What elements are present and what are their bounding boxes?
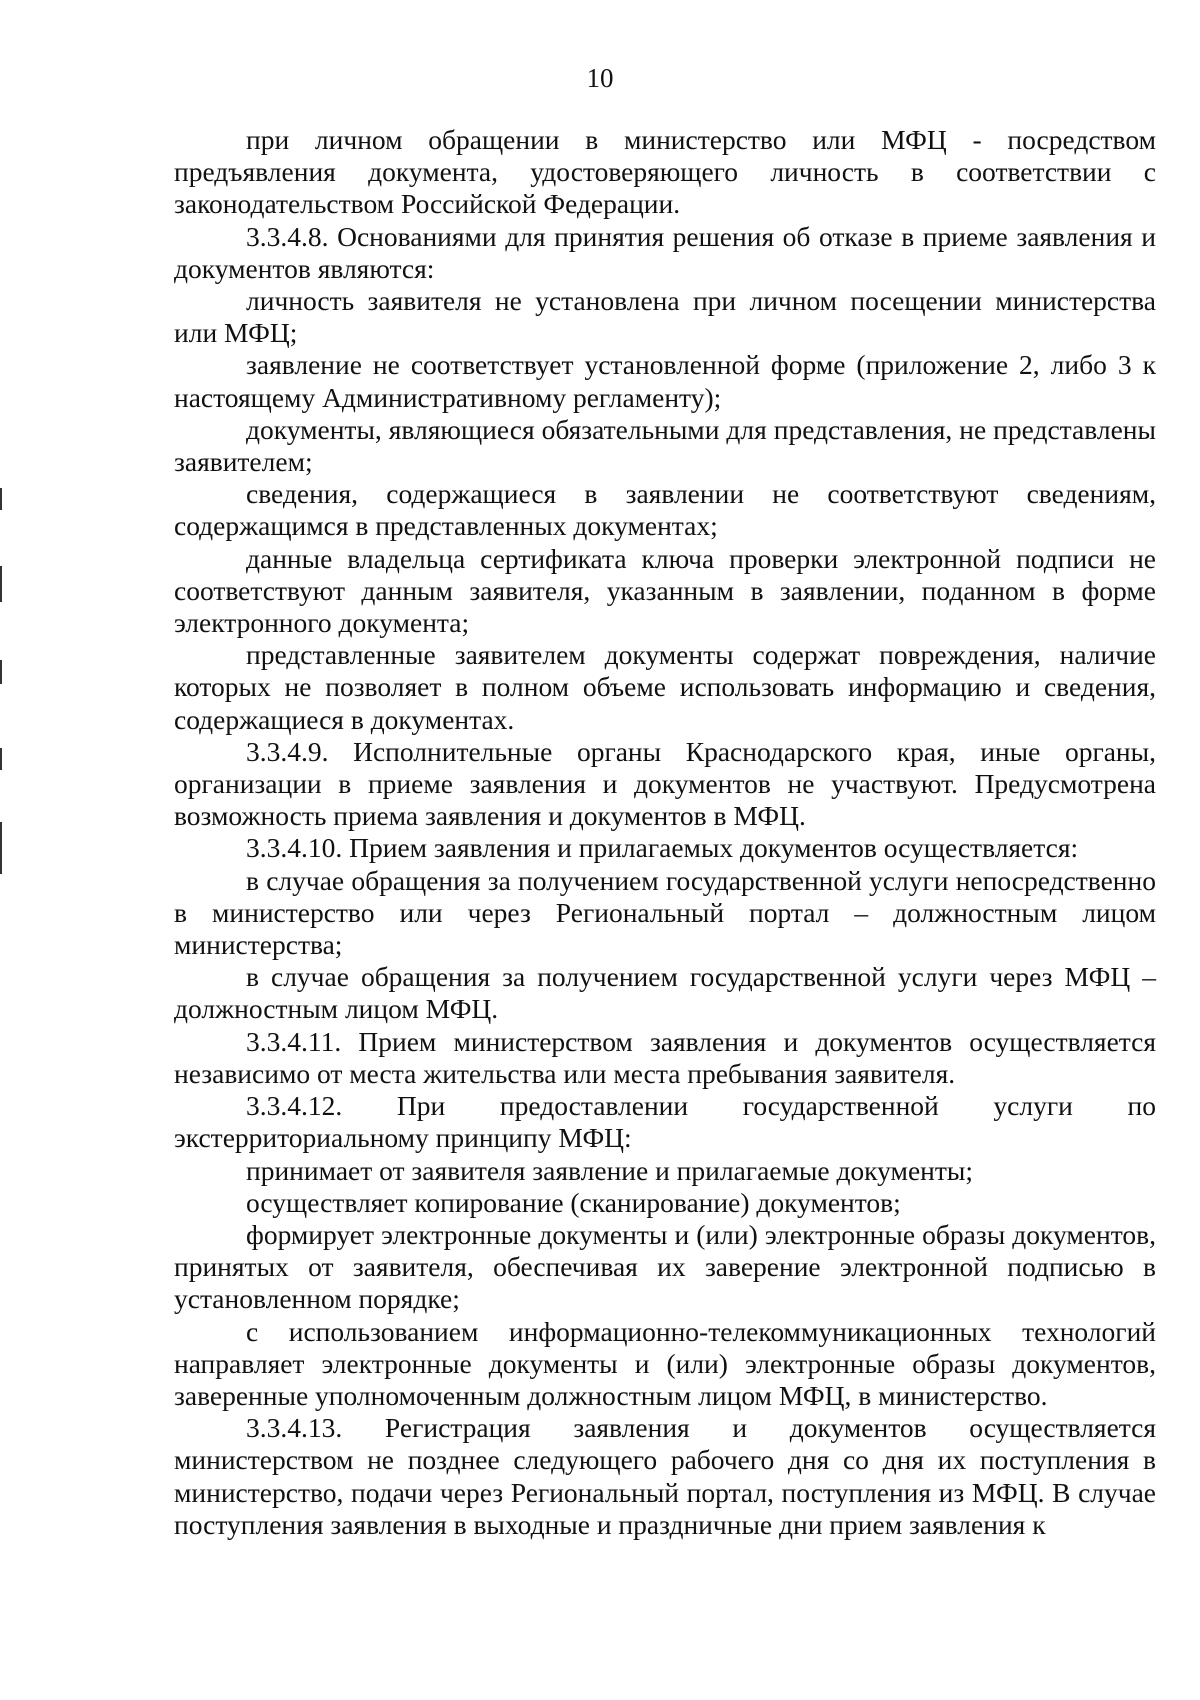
mfc-action-scan: осуществляет копирование (сканирование) документов; [246, 1186, 901, 1218]
paragraph-3-3-4-13: 3.3.4.13. Регистрация заявления и документов осуществляется министерством не позднее следующего рабочего дня со дня их поступления в министерство, подачи через Региональный портал, поступления из МФЦ. В случае поступления заявления в выходные и праздничные дни прием заявления к [174, 1412, 1156, 1540]
mfc-action-accept: принимает от заявителя заявление и прилагаемые документы; [246, 1154, 974, 1186]
refusal-ground-identity: личность заявителя не установлена при личном посещении министерства или МФЦ; [174, 285, 1156, 349]
refusal-ground-form: заявление не соответствует установленной форме (приложение 2, либо 3 к настоящему Административному регламенту); [174, 349, 1156, 413]
refusal-ground-missing-documents: документы, являющиеся обязательными для представления, не представлены заявителем; [174, 413, 1156, 478]
scan-edge-mark [0, 822, 2, 874]
paragraph-3-3-4-12: 3.3.4.12. При предоставлении государственной услуги по экстерриториальному принципу МФЦ: [174, 1090, 1156, 1154]
scan-edge-mark [0, 748, 2, 770]
reception-by-ministry: в случае обращения за получением государственной услуги непосредственно в министерство или через Региональный портал – должностным лицом министерства; [174, 864, 1156, 961]
refusal-ground-damaged-documents: представленные заявителем документы содержат повреждения, наличие которых не позволяет в полном объеме использовать информацию и сведения, содержащиеся в документах. [174, 639, 1156, 735]
paragraph-3-3-4-9: 3.3.4.9. Исполнительные органы Краснодарского края, иные органы, организации в приеме заявления и документов не участвуют. Предусмотрена возможность приема заявления и документов в МФЦ. [174, 735, 1156, 832]
mfc-action-send: с использованием информационно-телекоммуникационных технологий направляет электронные документы и (или) электронные образы документов, заверенные уполномоченным должностным лицом МФЦ, в министерство. [174, 1315, 1156, 1411]
document-body [174, 124, 1156, 1541]
refusal-ground-mismatch: сведения, содержащиеся в заявлении не соответствуют сведениям, содержащимся в представленных документах; [174, 478, 1156, 542]
paragraph-3-3-4-11: 3.3.4.11. Прием министерством заявления и документов осуществляется независимо от места жительства или места пребывания заявителя. [174, 1025, 1156, 1089]
refusal-ground-certificate: данные владельца сертификата ключа проверки электронной подписи не соответствуют данным заявителя, указанным в заявлении, поданном в форме электронного документа; [174, 542, 1156, 639]
paragraph-3-3-4-10: 3.3.4.10. Прием заявления и прилагаемых документов осуществляется: [246, 832, 1079, 864]
paragraph-identity-check: при личном обращении в министерство или МФЦ - посредством предъявления документа, удостоверяющего личность в соответствии с законодательством Российской Федерации. [174, 124, 1156, 220]
scan-edge-mark [0, 488, 2, 510]
scan-edge-mark [0, 566, 2, 602]
mfc-action-form-electronic: формирует электронные документы и (или) электронные образы документов, принятых от заявителя, обеспечивая их заверение электронной подписью в установленном порядке; [174, 1218, 1156, 1315]
reception-by-mfc: в случае обращения за получением государственной услуги через МФЦ – должностным лицом МФЦ. [174, 961, 1156, 1025]
page-number: 10 [586, 63, 614, 93]
paragraph-3-3-4-8: 3.3.4.8. Основаниями для принятия решения об отказе в приеме заявления и документов являются: [174, 220, 1156, 284]
scan-edge-mark [0, 660, 2, 684]
